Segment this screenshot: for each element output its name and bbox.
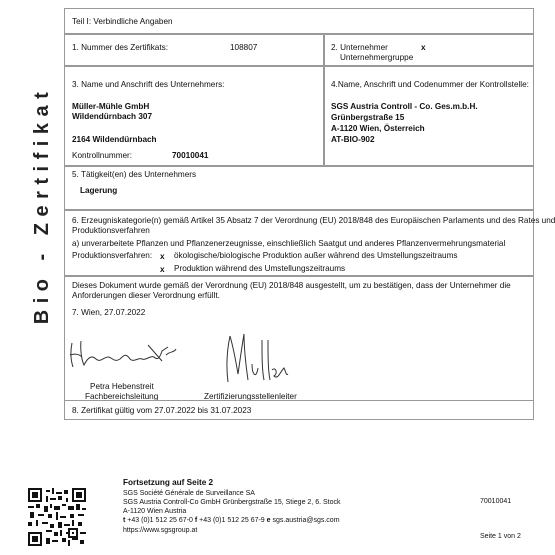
part-label: Teil I: Verbindliche Angaben bbox=[72, 17, 173, 26]
operator-label: 3. Name und Anschrift des Unternehmers: bbox=[72, 80, 225, 89]
footer-number: 70010041 bbox=[480, 498, 512, 505]
control-number-value: 70010041 bbox=[172, 151, 209, 160]
method-mark-2: x bbox=[160, 265, 165, 274]
page-number: Seite 1 von 2 bbox=[480, 533, 521, 540]
control-body-name: SGS Austria Controll - Co. Ges.m.b.H. bbox=[331, 102, 478, 111]
method-label: Produktionsverfahren: bbox=[72, 251, 153, 260]
operator-name: Müller-Mühle GmbH bbox=[72, 102, 150, 111]
validity: 8. Zertifikat gültig vom 27.07.2022 bis 31.07.2023 bbox=[72, 406, 252, 415]
footer-line-3: A-1120 Wien Austria bbox=[123, 508, 187, 515]
category-line-1: 6. Erzeugniskategorie(n) gemäß Artikel 35 Absatz 7 der Verordnung (EU) 2018/848 des Europäischen Parlaments und des Rates und bbox=[72, 216, 555, 225]
operator-group-label-2: Unternehmergruppe bbox=[340, 53, 414, 62]
control-number-label: Kontrollnummer: bbox=[72, 151, 133, 160]
activity-value: Lagerung bbox=[80, 186, 118, 195]
qr-code bbox=[28, 488, 86, 546]
footer-email[interactable]: sgs.austria@sgs.com bbox=[272, 517, 340, 524]
signer-2-role: Zertifizierungsstellenleiter bbox=[204, 392, 297, 401]
statement-line-1: Dieses Dokument wurde gemäß der Verordnung (EU) 2018/848 ausgestellt, um zu bestätigen, dass der Unternehmer die bbox=[72, 281, 511, 290]
place-date: 7. Wien, 27.07.2022 bbox=[72, 308, 146, 317]
signature-mueller bbox=[222, 330, 292, 392]
footer-e-label: e bbox=[266, 517, 271, 524]
side-title-text: Bio - Zertifikat bbox=[31, 85, 53, 325]
operator-street: Wildendürnbach 307 bbox=[72, 112, 152, 121]
method-2: Produktion während des Umstellungszeitraums bbox=[174, 264, 346, 273]
signer-1-role: Fachbereichsleitung bbox=[85, 392, 159, 401]
footer-contact bbox=[123, 517, 340, 526]
cert-number-value: 108807 bbox=[230, 43, 258, 52]
cert-number-label: 1. Nummer des Zertifikats: bbox=[72, 43, 168, 52]
activity-label: 5. Tätigkeit(en) des Unternehmers bbox=[72, 170, 197, 179]
control-body-street: Grünbergstraße 15 bbox=[331, 113, 405, 122]
side-title bbox=[26, 40, 56, 370]
operator-group-label-1: 2. Unternehmer bbox=[331, 43, 388, 52]
signature-hebenstreit bbox=[64, 335, 184, 375]
method-mark-1: x bbox=[160, 252, 165, 261]
category-a: a) unverarbeitete Pflanzen und Pflanzenerzeugnisse, einschließlich Saatgut und anderes Pflanzenvermehrungsmaterial bbox=[72, 239, 506, 248]
statement-line-2: Anforderungen dieser Verordnung erfüllt. bbox=[72, 291, 220, 300]
footer-web[interactable]: https://www.sgsgroup.at bbox=[123, 527, 198, 534]
method-1: ökologische/biologische Produktion außer während des Umstellungszeitraums bbox=[174, 251, 458, 260]
footer-line-1: SGS Société Générale de Surveillance SA bbox=[123, 490, 255, 497]
continuation-note: Fortsetzung auf Seite 2 bbox=[123, 478, 214, 487]
footer-fax: +43 (0)1 512 25 67-9 bbox=[199, 517, 265, 524]
control-body-label: 4.Name, Anschrift und Codenummer der Kontrollstelle: bbox=[331, 80, 529, 89]
category-line-2: Produktionsverfahren bbox=[72, 226, 150, 235]
operator-group-mark: x bbox=[421, 43, 426, 52]
control-body-code: AT-BIO-902 bbox=[331, 135, 375, 144]
signer-1-name: Petra Hebenstreit bbox=[90, 382, 154, 391]
footer-f-label: f bbox=[194, 517, 198, 524]
footer-phone: +43 (0)1 512 25 67-0 bbox=[127, 517, 193, 524]
control-body-city: A-1120 Wien, Österreich bbox=[331, 124, 425, 133]
operator-city: 2164 Wildendürnbach bbox=[72, 135, 157, 144]
footer-line-2: SGS Austria Controll-Co GmbH Grünbergstraße 15, Stiege 2, 6. Stock bbox=[123, 499, 341, 506]
footer-t-label: t bbox=[123, 517, 126, 524]
